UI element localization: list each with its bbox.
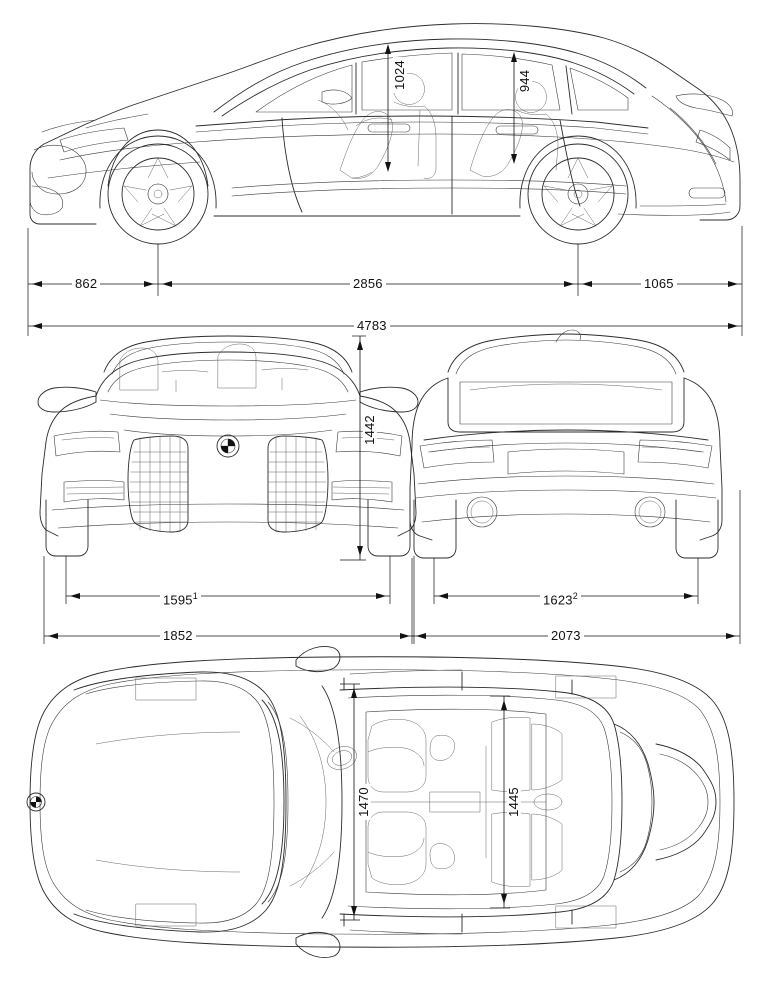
dim-label-wheelbase: 2856: [350, 277, 386, 291]
dim-label-front-headroom: 1024: [393, 57, 407, 93]
dim-label-rear-shoulder: 1445: [507, 784, 521, 820]
front-track-footnote: 1: [192, 591, 198, 601]
dim-label-rear-width: 2073: [548, 629, 584, 643]
dim-label-overall-length: 4783: [354, 319, 390, 333]
dim-label-front-track: 1595$^1$: [160, 589, 201, 607]
dim-label-front-width: 1852: [160, 629, 196, 643]
dim-label-rear-overhang: 1065: [641, 277, 677, 291]
dim-label-front-shoulder: 1470: [357, 784, 371, 820]
dim-label-front-overhang: 862: [72, 277, 100, 291]
dim-label-rear-headroom: 944: [518, 67, 532, 95]
dim-label-overall-height: 1442: [363, 412, 377, 448]
rear-track-footnote: 2: [572, 591, 578, 601]
dim-label-rear-track: 1623$^2$: [540, 589, 581, 607]
top-view-body: [27, 647, 734, 958]
